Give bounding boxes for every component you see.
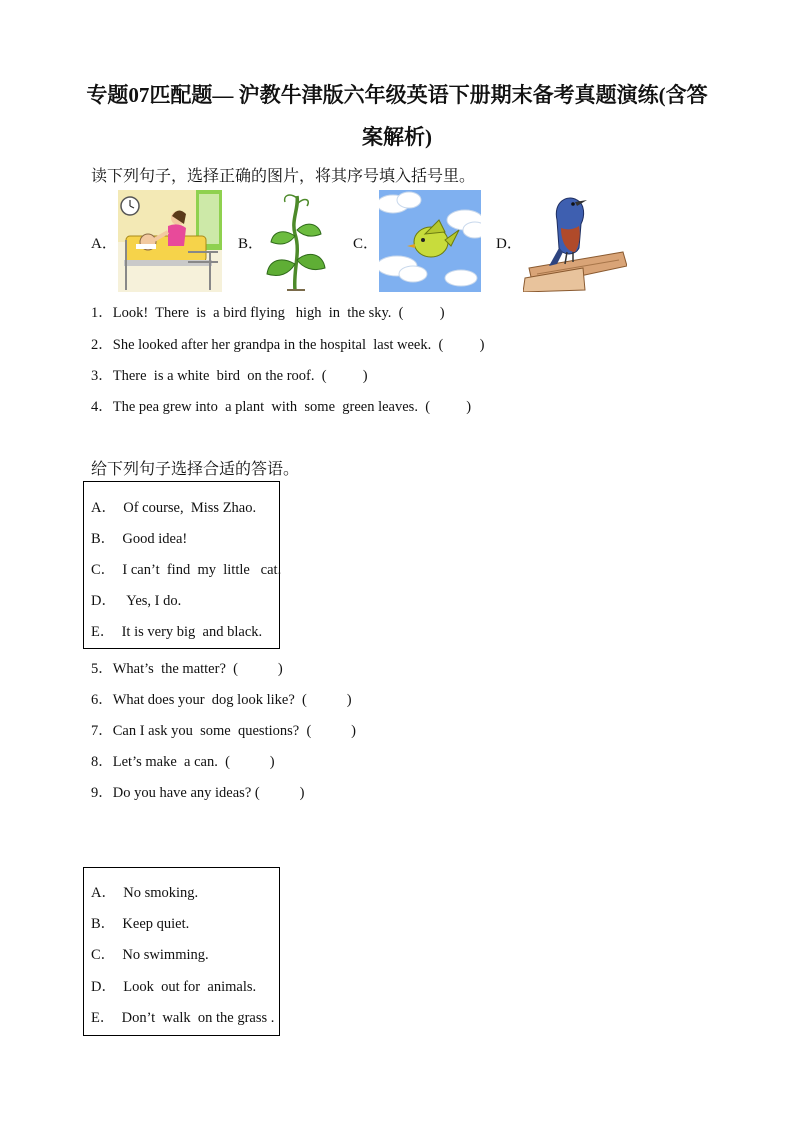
option-e: E． It is very big and black. <box>91 624 263 640</box>
question-3: 3．There is a white bird on the roof. ( ) <box>91 368 368 384</box>
picture-label-b: B． <box>238 236 264 252</box>
section2-instruction: 给下列句子选择合适的答语。 <box>91 461 300 478</box>
page-title <box>80 74 714 158</box>
sign-option-a: A． No smoking. <box>91 885 199 901</box>
sign-option-b: B． Keep quiet. <box>91 916 190 932</box>
question-1: 1．Look! There is a bird flying high in the sky. ( ) <box>91 305 445 321</box>
option-d: D． Yes, I do. <box>91 593 182 609</box>
question-4: 4．The pea grew into a plant with some green leaves. ( ) <box>91 399 472 415</box>
question-6: 6．What does your dog look like? ( ) <box>91 692 352 708</box>
picture-options <box>91 190 651 292</box>
bird-on-roof-picture <box>523 190 627 292</box>
question-7: 7．Can I ask you some questions? ( ) <box>91 723 356 739</box>
question-2: 2．She looked after her grandpa in the hospital last week. ( ) <box>91 337 485 353</box>
question-9: 9．Do you have any ideas? ( ) <box>91 785 305 801</box>
question-5: 5．What’s the matter? ( ) <box>91 661 283 677</box>
picture-label-d: D． <box>496 236 522 252</box>
picture-label-a: A． <box>91 236 117 252</box>
sign-option-d: D． Look out for animals. <box>91 979 257 995</box>
answer-options-box-1 <box>83 481 280 649</box>
flying-bird-picture <box>379 190 481 292</box>
sign-option-e: E． Don’t walk on the grass . <box>91 1010 275 1026</box>
option-a: A． Of course, Miss Zhao. <box>91 500 257 516</box>
picture-label-c: C． <box>353 236 379 252</box>
title-line-2: 案解析) <box>362 125 432 149</box>
section1-instruction: 读下列句子，选择正确的图片，将其序号填入括号里。 <box>91 168 476 185</box>
question-8: 8．Let’s make a can. ( ) <box>91 754 275 770</box>
hospital-bed-picture <box>118 190 222 292</box>
option-b: B． Good idea! <box>91 531 188 547</box>
sign-option-c: C． No swimming. <box>91 947 209 963</box>
title-line-1: 专题07匹配题— 沪教牛津版六年级英语下册期末备考真题演练(含答 <box>86 83 708 107</box>
answer-options-box-2 <box>83 867 280 1036</box>
option-c: C． I can’t find my little cat. <box>91 562 282 578</box>
pea-plant-picture <box>265 190 329 292</box>
